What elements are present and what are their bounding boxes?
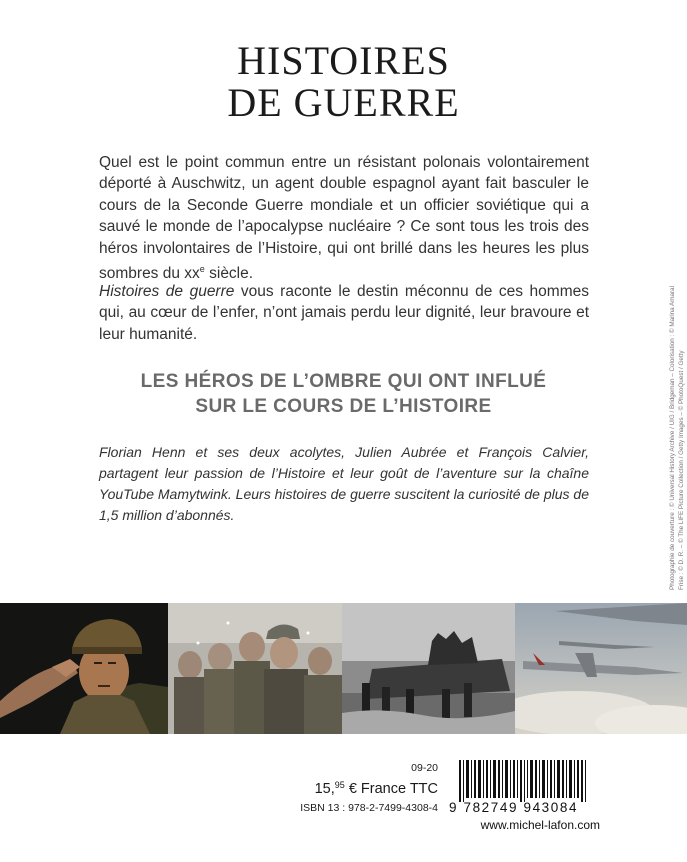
subheading: [0, 369, 687, 419]
price-block: [290, 762, 438, 815]
photo-beach-landing: [342, 603, 515, 734]
barcode-number: 9 782749 943084: [449, 800, 579, 815]
isbn: ISBN 13 : 978-2-7499-4308-4: [300, 802, 438, 814]
credits-line-2: Frise : © D. R. – © The LIFE Picture Collection / Getty Images – © PhotoQuest / Getty: [678, 350, 685, 590]
book-title-italic: Histoires de guerre: [99, 283, 235, 300]
price: [290, 776, 438, 799]
publisher-website: www.michel-lafon.com: [480, 818, 600, 832]
intro-paragraph-2: [99, 281, 589, 345]
photo-bombers-in-flight: [515, 603, 687, 734]
century-numeral: xx: [184, 265, 200, 283]
intro-text-2: vous raconte le destin méconnu de ces hommes qui, au cœur de l’enfer, n’ont jamais perdu leur dignité, leur bravoure et leur humanité.: [99, 283, 589, 343]
title-line-1: HISTOIRES: [237, 38, 450, 83]
century-sup: e: [199, 264, 205, 275]
photo-soldiers-in-snow: [168, 603, 342, 734]
credits-line-1: Photographie de couverture : © Universal History Archive / UIG / Bridgeman – Colorisation : © Marina Amaral: [669, 286, 676, 590]
intro-paragraph-1: [99, 152, 589, 285]
authors-paragraph: Florian Henn et ses deux acolytes, Julien Aubrée et François Calvier, partagent leur passion de l’Histoire et leur goût de l’aventure sur la chaîne YouTube Mamytwink. Leurs histoires de guerre suscitent la curiosité de plus de 1,5 million d’abonnés.: [99, 444, 589, 523]
price-main: 15,: [314, 781, 335, 797]
photo-saluting-soldier: [0, 603, 168, 734]
book-title: [0, 40, 687, 124]
intro-text: Quel est le point commun entre un résistant polonais volontairement déporté à Auschwitz, un agent double espagnol ayant fait basculer le cours de la Seconde Guerre mondiale et un officier soviétique qui a sauvé le monde de l’apocalypse nucléaire ? Ce sont tous les trois des héros involontaires de l’Histoire, qui ont brillé dans les heures les plus sombres du: [99, 154, 589, 283]
century-tail: siècle.: [204, 265, 254, 283]
release-code: 09-20: [411, 762, 438, 774]
subheading-line-2: SUR LE COURS DE L’HISTOIRE: [195, 396, 492, 417]
subheading-line-1: LES HÉROS DE L’OMBRE QUI ONT INFLUÉ: [140, 371, 547, 392]
price-cents: 95: [334, 780, 345, 790]
photo-strip: [0, 603, 687, 734]
price-suffix: € France TTC: [344, 781, 438, 797]
title-line-2: DE GUERRE: [227, 80, 460, 125]
photo-credits: [668, 218, 686, 590]
